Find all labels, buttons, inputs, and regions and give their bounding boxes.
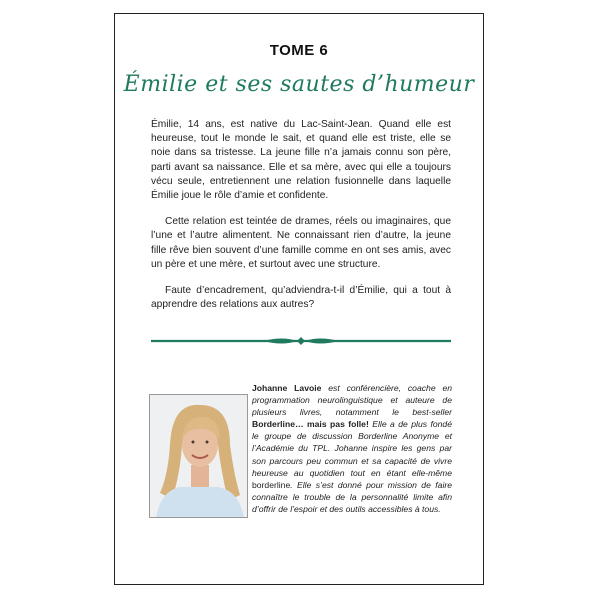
book-back-cover <box>114 13 484 585</box>
synopsis-paragraph-1: Émilie, 14 ans, est native du Lac-Saint-Jean. Quand elle est heureuse, tout le monde le sait, et quand elle est triste, elle se noie dans sa tristesse. La jeune fille n’a jamais connu son père, parti avant sa naissance. Elle et sa mère, avec qui elle a toujours vécu seule, entretiennent une relation fusionnelle dans laquelle Émilie joue le rôle d’amie et confidente. <box>151 119 451 202</box>
borderline-word: borderline <box>252 479 291 490</box>
synopsis <box>151 118 451 324</box>
author-bio-intro: est conférencière, coache en programmation neurolinguistique et auteure de plusieurs livres, notamment le best-seller <box>252 383 453 418</box>
author-bio <box>252 382 452 515</box>
synopsis-paragraph-3: Faute d’encadrement, qu’adviendra-t-il d’Émilie, qui a tout à apprendre des relations aux autres? <box>151 285 451 311</box>
author-bio-part2: Elle a de plus fondé le groupe de discussion Borderline Anonyme et l’Académie du TPL. Johanne inspire les gens par son parcours peu commun et sa capacité de vivre heureuse au quotidien tout en étant elle-même <box>252 419 452 478</box>
synopsis-paragraph-2: Cette relation est teintée de drames, réels ou imaginaires, que l’une et l’autre alimentent. Ne connaissant rien d’autre, la jeune fille rêve bien souvent d’une famille comme en ont ses amis, avec un père et une mère, et surtout avec une structure. <box>151 216 451 270</box>
author-name: Johanne Lavoie <box>252 383 322 393</box>
author-photo <box>149 394 248 518</box>
author-bio-part3: . Elle s’est donné pour mission de faire connaître le trouble de la personnalité limite afin d’offrir de l’espoir et des outils accessibles à tous. <box>252 479 452 514</box>
tome-label: TOME 6 <box>269 42 329 59</box>
ornamental-divider <box>151 334 451 348</box>
book-title: Émilie et ses sautes d’humeur <box>123 72 475 97</box>
bestseller-title: Borderline… mais pas folle! <box>252 419 369 430</box>
